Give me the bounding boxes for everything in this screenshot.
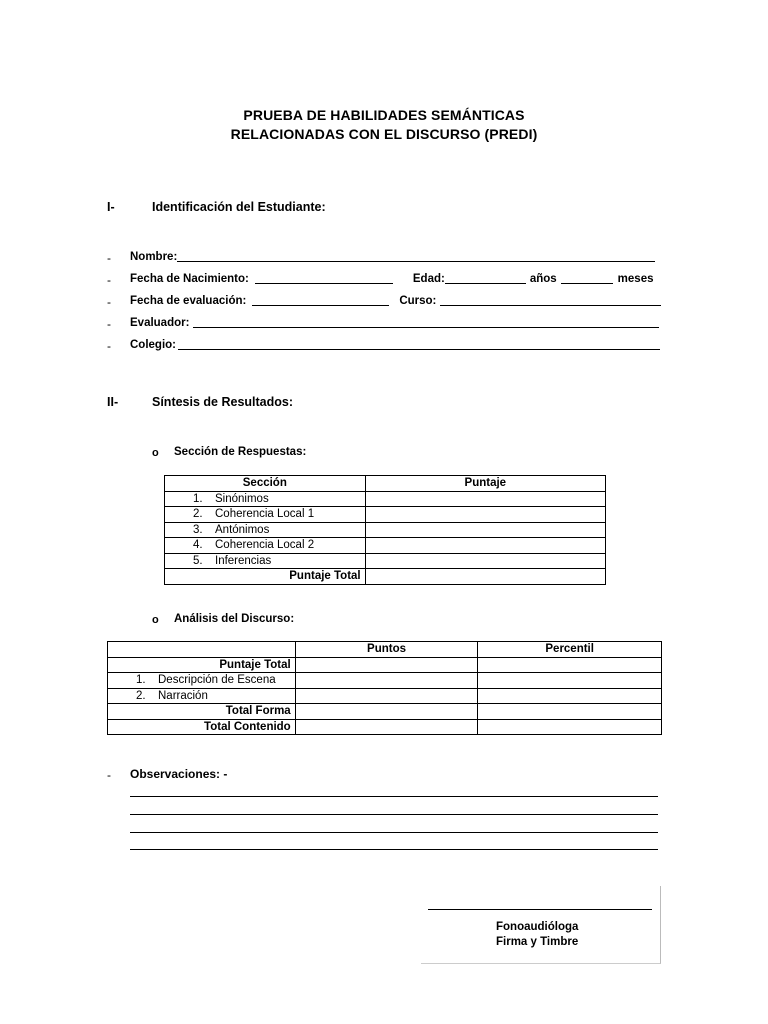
row-text: Antónimos: [215, 523, 270, 536]
row-text: Coherencia Local 1: [215, 508, 315, 521]
puntos-cell[interactable]: [295, 673, 478, 689]
table-total-row: [165, 569, 606, 585]
signature-caption: Firma y Timbre: [496, 936, 579, 948]
row-text: Inferencias: [215, 554, 272, 567]
colegio-field[interactable]: [130, 338, 660, 351]
curso-blank[interactable]: [440, 294, 661, 306]
table-row: [108, 688, 662, 704]
percentil-cell[interactable]: [478, 673, 662, 689]
discurso-table: [107, 641, 662, 735]
evaluador-field[interactable]: [130, 316, 659, 329]
fecha-nacimiento-field[interactable]: [130, 272, 653, 285]
curso-label: Curso:: [399, 295, 437, 307]
fecha-nacimiento-blank[interactable]: [255, 272, 393, 284]
row-text: Descripción de Escena: [158, 674, 276, 687]
row-number: 2.: [136, 689, 146, 702]
edad-meses-blank[interactable]: [561, 272, 613, 284]
puntaje-cell[interactable]: [365, 507, 605, 523]
document-title-line1: PRUEBA DE HABILIDADES SEMÁNTICAS: [243, 107, 525, 123]
row-text: Sinónimos: [215, 492, 269, 505]
observaciones-line[interactable]: [130, 796, 658, 797]
fecha-nacimiento-label: Fecha de Nacimiento:: [130, 273, 249, 285]
puntaje-cell[interactable]: [365, 538, 605, 554]
dash-bullet: -: [107, 768, 111, 782]
column-header-percentil: Percentil: [478, 642, 662, 658]
edad-anos-blank[interactable]: [445, 272, 526, 284]
puntos-cell[interactable]: [295, 704, 478, 720]
row-number: 5.: [193, 554, 203, 567]
table-header-row: [165, 476, 606, 492]
section-1-number: I-: [107, 200, 115, 214]
nombre-field[interactable]: [130, 250, 655, 263]
document-title-line2: RELACIONADAS CON EL DISCURSO (PREDI): [230, 126, 538, 142]
column-header-puntaje: Puntaje: [365, 476, 605, 492]
table-row: [165, 491, 606, 507]
section-2-title: Síntesis de Resultados:: [152, 395, 294, 409]
evaluador-blank[interactable]: [193, 316, 659, 328]
row-label: [165, 507, 366, 523]
dash-bullet: -: [107, 317, 111, 331]
table-row: [108, 657, 662, 673]
observaciones-line[interactable]: [130, 849, 658, 850]
nombre-blank[interactable]: [177, 250, 655, 262]
row-number: 1.: [193, 492, 203, 505]
puntaje-total-label: Puntaje Total: [108, 657, 296, 673]
row-text: Coherencia Local 2: [215, 539, 315, 552]
row-label: [108, 673, 296, 689]
respuestas-table: [164, 475, 606, 585]
discurso-title: Análisis del Discurso:: [174, 613, 295, 625]
meses-label: meses: [617, 273, 654, 285]
row-label: [165, 553, 366, 569]
puntos-cell[interactable]: [295, 657, 478, 673]
table-row: [108, 704, 662, 720]
table-row: [165, 507, 606, 523]
puntos-cell[interactable]: [295, 719, 478, 735]
row-label: [108, 688, 296, 704]
bullet-o: o: [152, 614, 159, 626]
table-row: [108, 719, 662, 735]
table-row: [108, 673, 662, 689]
row-label: [165, 538, 366, 554]
puntos-cell[interactable]: [295, 688, 478, 704]
row-number: 1.: [136, 674, 146, 687]
observaciones-label: Observaciones: -: [130, 767, 228, 781]
colegio-blank[interactable]: [178, 338, 660, 350]
table-row: [165, 538, 606, 554]
puntaje-cell[interactable]: [365, 553, 605, 569]
percentil-cell[interactable]: [478, 688, 662, 704]
row-label: [165, 491, 366, 507]
nombre-label: Nombre:: [130, 251, 178, 263]
respuestas-title: Sección de Respuestas:: [174, 446, 307, 458]
section-1-title: Identificación del Estudiante:: [152, 200, 326, 214]
percentil-cell[interactable]: [478, 704, 662, 720]
row-number: 2.: [193, 508, 203, 521]
puntaje-cell[interactable]: [365, 522, 605, 538]
dash-bullet: -: [107, 295, 111, 309]
table-row: [165, 553, 606, 569]
column-header-seccion: Sección: [165, 476, 366, 492]
observaciones-line[interactable]: [130, 814, 658, 815]
percentil-cell[interactable]: [478, 719, 662, 735]
row-number: 4.: [193, 539, 203, 552]
total-contenido-label: Total Contenido: [108, 719, 296, 735]
signature-line[interactable]: [428, 909, 652, 910]
column-header-blank: [108, 642, 296, 658]
total-forma-label: Total Forma: [108, 704, 296, 720]
row-label: [165, 522, 366, 538]
signature-role: Fonoaudióloga: [496, 921, 579, 933]
percentil-cell[interactable]: [478, 657, 662, 673]
puntaje-total-label: Puntaje Total: [165, 569, 366, 585]
dash-bullet: -: [107, 251, 111, 265]
bullet-o: o: [152, 447, 159, 459]
edad-label: Edad:: [412, 273, 445, 285]
colegio-label: Colegio:: [130, 339, 176, 351]
fecha-evaluacion-field[interactable]: [130, 294, 661, 307]
anos-label: años: [529, 273, 557, 285]
table-header-row: [108, 642, 662, 658]
puntaje-cell[interactable]: [365, 491, 605, 507]
observaciones-line[interactable]: [130, 832, 658, 833]
dash-bullet: -: [107, 339, 111, 353]
fecha-evaluacion-blank[interactable]: [252, 294, 389, 306]
fecha-evaluacion-label: Fecha de evaluación:: [130, 295, 247, 307]
puntaje-total-cell[interactable]: [365, 569, 605, 585]
column-header-puntos: Puntos: [295, 642, 478, 658]
dash-bullet: -: [107, 273, 111, 287]
evaluador-label: Evaluador:: [130, 317, 190, 329]
row-number: 3.: [193, 523, 203, 536]
section-2-number: II-: [107, 395, 119, 409]
row-text: Narración: [158, 689, 208, 702]
table-row: [165, 522, 606, 538]
